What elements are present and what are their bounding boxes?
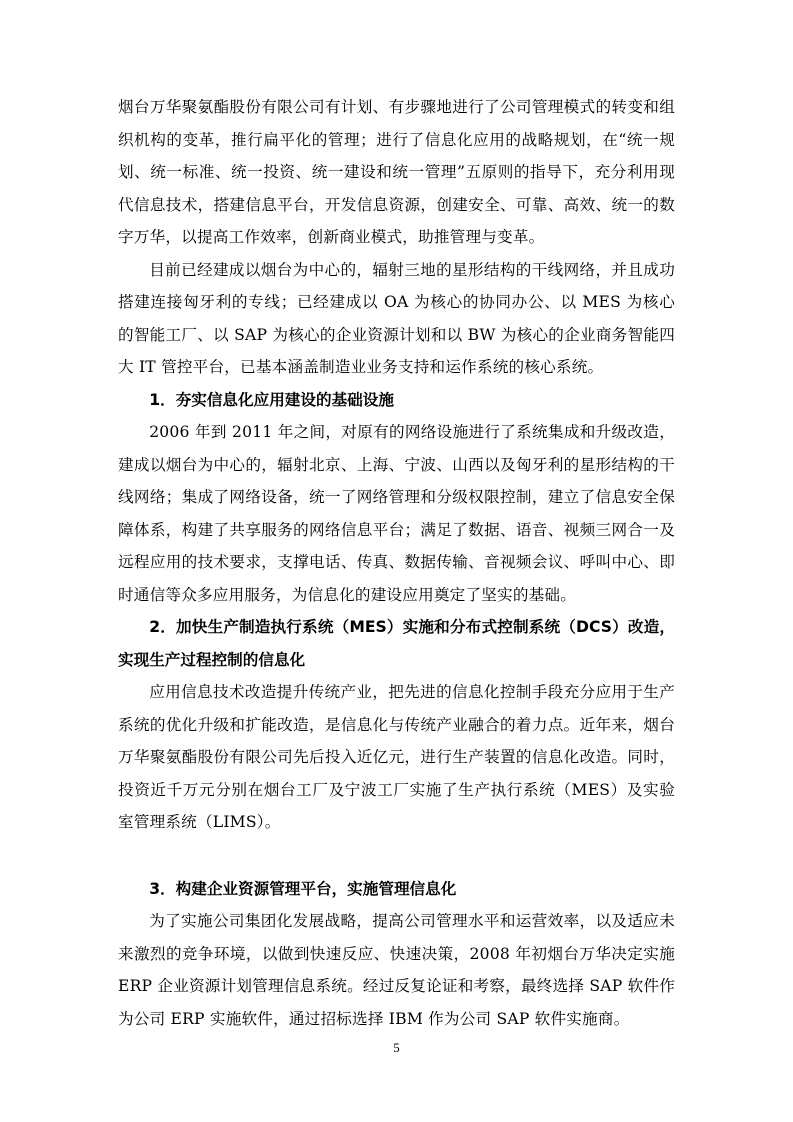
paragraph-intro: 烟台万华聚氨酯股份有限公司有计划、有步骤地进行了公司管理模式的转变和组织机构的变革，推行扁平化的管理；进行了信息化应用的战略规划，在“统一规划、统一标准、统一投资、统一建设和统一管理”五原则的指导下，充分利用现代信息技术，搭建信息平台，开发信息资源，创建安全、可靠、高效、统一的数字万华，以提高工作效率，创新商业模式，助推管理与变革。 bbox=[118, 98, 675, 246]
paragraph-infrastructure: 2006 年到 2011 年之间，对原有的网络设施进行了系统集成和升级改造，建成以烟台为中心的，辐射北京、上海、宁波、山西以及匈牙利的星形结构的干线网络；集成了网络设备，统一了网络管理和分级权限控制，建立了信息安全保障体系，构建了共享服务的网络信息平台；满足了数据、语音、视频三网合一及远程应用的技术要求，支撑电话、传真、数据传输、音视频会议、呼叫中心、即时通信等众多应用服务，为信息化的建设应用奠定了坚实的基础。 bbox=[118, 423, 675, 604]
paragraph-network-status: 目前已经建成以烟台为中心的，辐射三地的星形结构的干线网络，并且成功搭建连接匈牙利的专线；已经建成以 OA 为核心的协同办公、以 MES 为核心的智能工厂、以 SAP 为核心的企业资源计划和以 BW 为核心的企业商务智能四大 IT 管控平台，已基本涵盖制造业业务支持和运作系统的核心系统。 bbox=[118, 260, 675, 376]
section-heading-3: 3．构建企业资源管理平台，实施管理信息化 bbox=[149, 879, 457, 898]
paragraph-mes-dcs: 应用信息技术改造提升传统产业，把先进的信息化控制手段充分应用于生产系统的优化升级和扩能改造，是信息化与传统产业融合的着力点。近年来，烟台万华聚氨酯股份有限公司先后投入近亿元，进行生产装置的信息化改造。同时，投资近千万元分别在烟台工厂及宁波工厂实施了生产执行系统（MES）及实验室管理系统（LIMS）。 bbox=[118, 683, 675, 831]
section-heading-2: 2．加快生产制造执行系统（MES）实施和分布式控制系统（DCS）改造，实现生产过程控制的信息化 bbox=[118, 618, 675, 669]
section-heading-1: 1．夯实信息化应用建设的基础设施 bbox=[149, 390, 394, 409]
section-gap bbox=[118, 839, 675, 873]
page-number: 5 bbox=[393, 1040, 400, 1055]
document-body bbox=[118, 91, 675, 1035]
paragraph-erp: 为了实施公司集团化发展战略，提高公司管理水平和运营效率，以及适应未来激烈的竞争环境，以做到快速反应、快速决策，2008 年初烟台万华决定实施 ERP 企业资源计划管理信息系统。经过反复论证和考察，最终选择 SAP 软件作为公司 ERP 实施软件，通过招标选择 IBM 作为公司 SAP 软件实施商。 bbox=[118, 912, 675, 1028]
